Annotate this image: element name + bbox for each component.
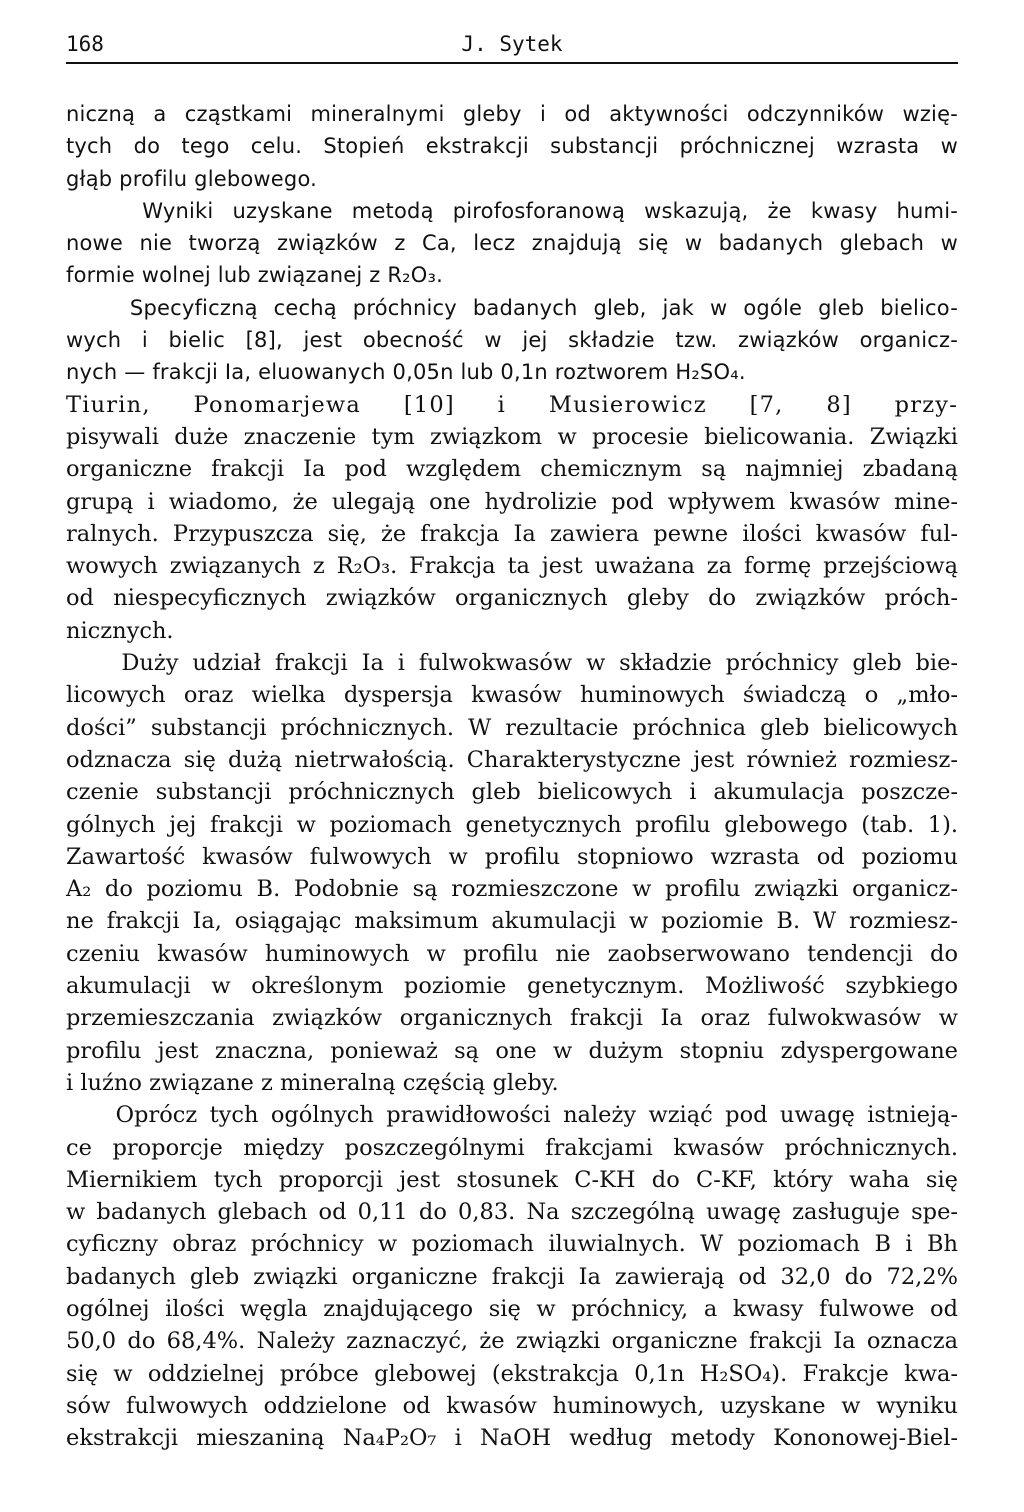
text-line: ogólnej ilości węgla znajdującego się w próchnicy, a kwasy fulwowe od bbox=[66, 1295, 958, 1322]
text-line: Miernikiem tych proporcji jest stosunek C-KH do C-KF, który waha się bbox=[66, 1166, 958, 1193]
text-line: ce proporcje między poszczególnymi frakcjami kwasów próchnicznych. bbox=[66, 1134, 958, 1161]
page-number: 168 bbox=[66, 32, 104, 56]
text-line: Tiurin, Ponomarjewa [10] i Musierowicz [7, 8] przy- bbox=[66, 391, 958, 418]
page-header bbox=[66, 30, 958, 64]
text-line: sów fulwowych oddzielone od kwasów huminowych, uzyskane w wyniku bbox=[66, 1392, 958, 1419]
text-line: i luźno związane z mineralną częścią gleby. bbox=[66, 1069, 559, 1096]
text-line: grupą i wiadomo, że ulegają one hydrolizie pod wpływem kwasów mine- bbox=[66, 488, 958, 515]
text-line: Wyniki uzyskane metodą pirofosforanową wskazują, że kwasy humi- bbox=[66, 198, 958, 223]
text-line: gólnych jej frakcji w poziomach genetycznych profilu glebowego (tab. 1). bbox=[66, 811, 958, 838]
text-line: odznacza się dużą nietrwałością. Charakterystyczne jest również rozmiesz- bbox=[66, 746, 958, 773]
text-line: ekstrakcji mieszaniną Na₄P₂O₇ i NaOH według metody Kononowej-Biel- bbox=[66, 1425, 958, 1452]
text-line: organiczne frakcji Ia pod względem chemicznym są najmniej zbadaną bbox=[66, 456, 958, 483]
text-line: tych do tego celu. Stopień ekstrakcji substancji próchnicznej wzrasta w bbox=[66, 134, 958, 159]
text-line: głąb profilu glebowego. bbox=[66, 166, 318, 191]
text-line: ne frakcji Ia, osiągając maksimum akumulacji w poziomie B. W rozmiesz- bbox=[66, 908, 958, 935]
text-line: przemieszczania związków organicznych frakcji Ia oraz fulwokwasów w bbox=[66, 1005, 958, 1032]
text-line: licowych oraz wielka dyspersja kwasów huminowych świadczą o „mło- bbox=[66, 682, 958, 709]
text-line: Specyficzną cechą próchnicy badanych gleb, jak w ogóle gleb bielico- bbox=[66, 295, 958, 320]
text-line: Oprócz tych ogólnych prawidłowości należy wziąć pod uwagę istnieją- bbox=[66, 1102, 958, 1129]
text-line: nicznych. bbox=[66, 617, 174, 644]
text-line: wowych związanych z R₂O₃. Frakcja ta jest uważana za formę przejściową bbox=[66, 553, 958, 580]
text-line: 50,0 do 68,4%. Należy zaznaczyć, że związki organiczne frakcji Ia oznacza bbox=[66, 1328, 958, 1355]
text-line: dości” substancji próchnicznych. W rezultacie próchnica gleb bielicowych bbox=[66, 714, 958, 741]
text-line: w badanych glebach od 0,11 do 0,83. Na szczególną uwagę zasługuje spe- bbox=[66, 1199, 958, 1226]
text-line: Zawartość kwasów fulwowych w profilu stopniowo wzrasta od poziomu bbox=[66, 843, 958, 870]
text-line: akumulacji w określonym poziomie genetycznym. Możliwość szybkiego bbox=[66, 973, 958, 1000]
text-line: nowe nie tworzą związków z Ca, lecz znajdują się w badanych glebach w bbox=[66, 231, 958, 256]
text-line: A₂ do poziomu B. Podobnie są rozmieszczone w profilu związki organicz- bbox=[66, 876, 958, 903]
text-line: badanych gleb związki organiczne frakcji Ia zawierają od 32,0 do 72,2% bbox=[66, 1263, 958, 1290]
text-line: formie wolnej lub związanej z R₂O₃. bbox=[66, 263, 444, 288]
text-line: czeniu kwasów huminowych w profilu nie zaobserwowano tendencji do bbox=[66, 940, 958, 967]
text-line: profilu jest znaczna, ponieważ są one w dużym stopniu zdyspergowane bbox=[66, 1037, 958, 1064]
text-line: się w oddzielnej próbce glebowej (ekstrakcja 0,1n H₂SO₄). Frakcje kwa- bbox=[66, 1360, 958, 1387]
text-line: czenie substancji próchnicznych gleb bielicowych i akumulacja poszcze- bbox=[66, 779, 958, 806]
text-line: pisywali duże znaczenie tym związkom w procesie bielicowania. Związki bbox=[66, 423, 958, 450]
header-rule bbox=[66, 62, 958, 64]
body-text bbox=[66, 98, 958, 1454]
text-line: wych i bielic [8], jest obecność w jej składzie tzw. związków organicz- bbox=[66, 328, 958, 353]
document-page bbox=[66, 30, 958, 1454]
text-line: ralnych. Przypuszcza się, że frakcja Ia zawiera pewne ilości kwasów ful- bbox=[66, 520, 958, 547]
text-line: nych — frakcji Ia, eluowanych 0,05n lub 0,1n roztworem H₂SO₄. bbox=[66, 360, 746, 385]
text-line: niczną a cząstkami mineralnymi gleby i od aktywności odczynników wzię- bbox=[66, 102, 958, 126]
running-head: J. Sytek bbox=[461, 32, 563, 56]
text-line: cyficzny obraz próchnicy w poziomach iluwialnych. W poziomach B i Bh bbox=[66, 1231, 958, 1258]
text-line: od niespecyficznych związków organicznych gleby do związków próch- bbox=[66, 585, 958, 612]
text-line: Duży udział frakcji Ia i fulwokwasów w składzie próchnicy gleb bie- bbox=[66, 650, 958, 677]
